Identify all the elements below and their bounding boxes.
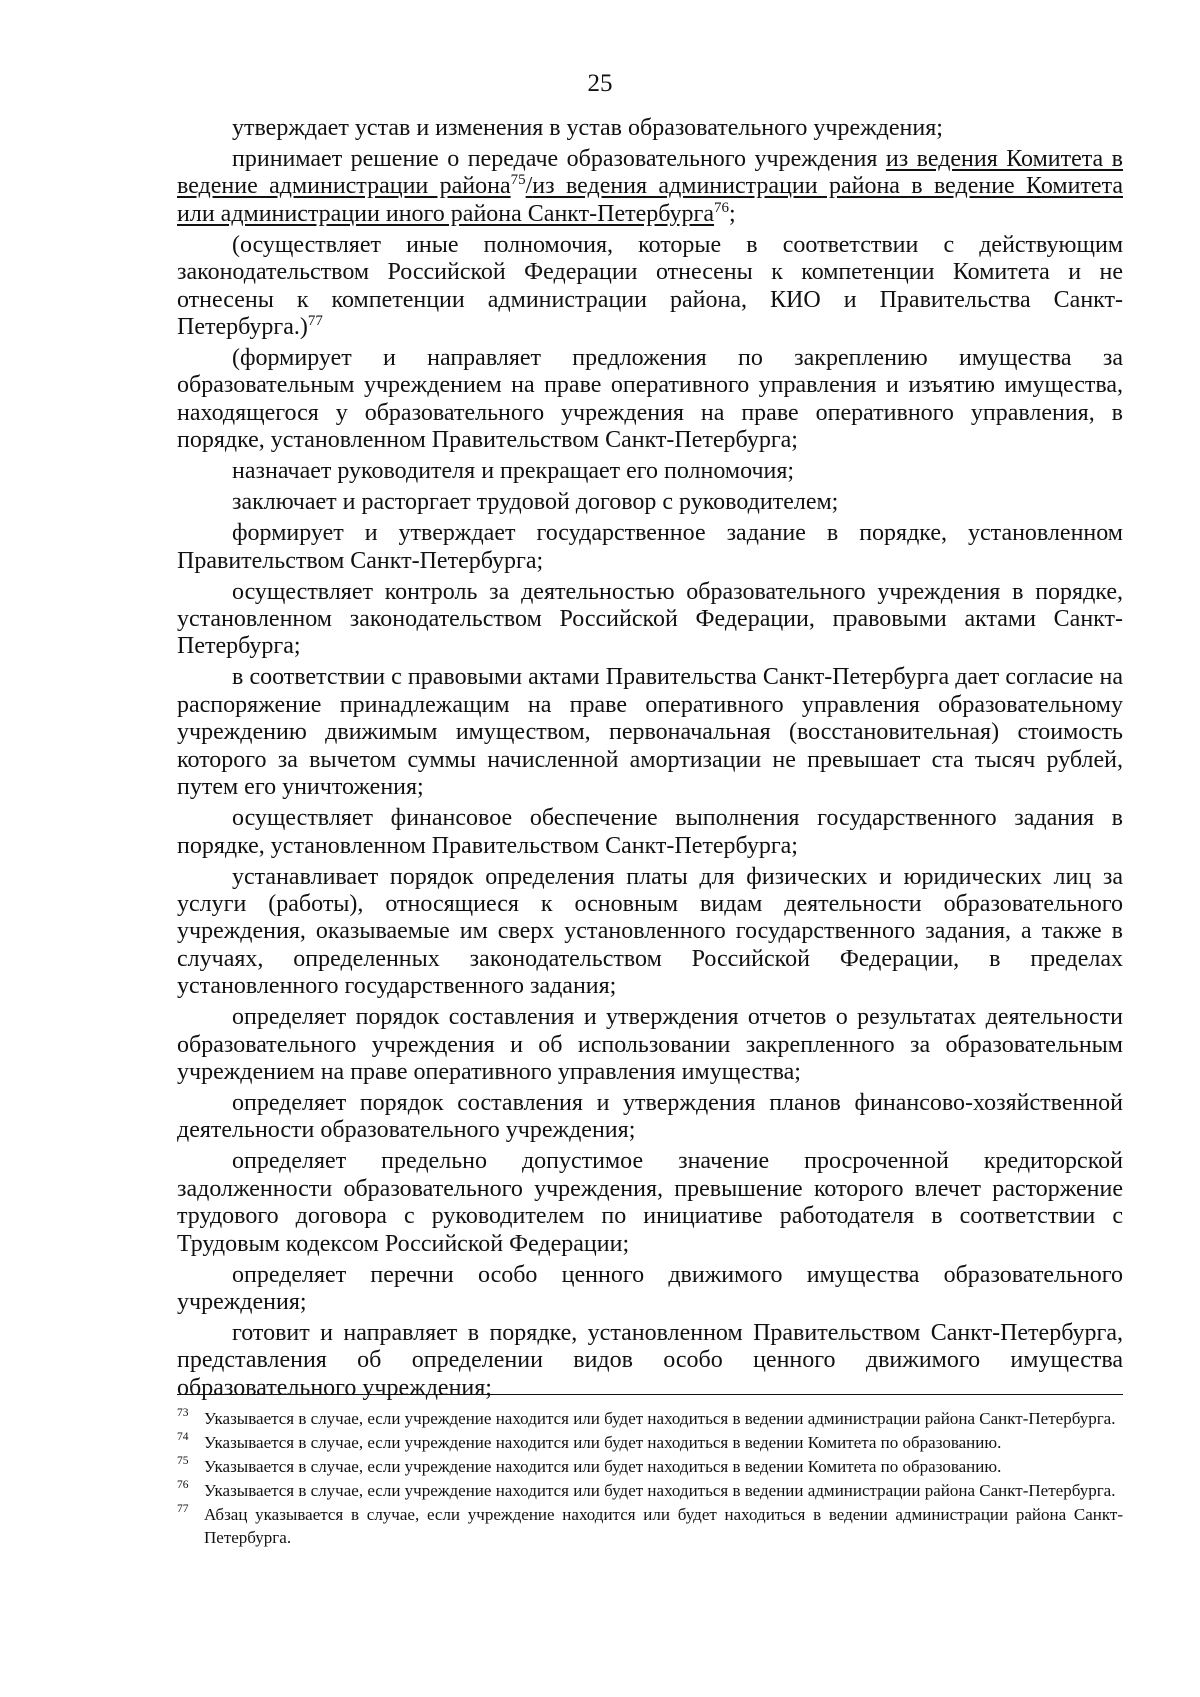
footnote-73 bbox=[177, 1408, 1123, 1431]
footnote-76 bbox=[177, 1480, 1123, 1503]
paragraph-3-text: (осуществляет иные полномочия, которые в соответствии с действующим законодательством Российской Федерации отнесены к компетенции Комитета и не отнесены к компетенции администрации района, КИО и Правительства Санкт-Петербурга.) bbox=[177, 231, 1123, 341]
paragraph-13: определяет порядок составления и утверждения планов финансово-хозяйственной деятельности образовательного учреждения; bbox=[177, 1089, 1123, 1144]
footnote-number: 76 bbox=[177, 1479, 189, 1491]
paragraph-6: заключает и расторгает трудовой договор с руководителем; bbox=[232, 489, 839, 516]
paragraph-9: в соответствии с правовыми актами Правительства Санкт-Петербурга дает согласие на распоряжение принадлежащим на праве оперативного управления образовательному учреждению движимым имуществом, первоначальная (восстановительная) стоимость которого за вычетом суммы начисленной амортизации не превышает ста тысяч рублей, путем его уничтожения; bbox=[177, 664, 1123, 801]
paragraph-15: определяет перечни особо ценного движимого имущества образовательного учреждения; bbox=[177, 1261, 1123, 1315]
footnote-text: Абзац указывается в случае, если учреждение находится или будет находиться в ведении администрации района Санкт-Петербурга. bbox=[204, 1505, 1123, 1547]
paragraph-8: осуществляет контроль за деятельностью образовательного учреждения в порядке, установленном законодательством Российской Федерации, правовыми актами Санкт-Петербурга; bbox=[177, 578, 1123, 660]
paragraph-12: определяет порядок составления и утверждения отчетов о результатах деятельности образовательного учреждения и об использовании закрепленного за образовательным учреждением на праве оперативного управления имущества; bbox=[177, 1004, 1123, 1085]
paragraph-14: определяет предельно допустимое значение просроченной кредиторской задолженности образовательного учреждения, превышение которого влечет расторжение трудового договора с руководителем по инициативе работодателя в соответствии с Трудовым кодексом Российской Федерации; bbox=[177, 1148, 1123, 1257]
footnote-74 bbox=[177, 1432, 1123, 1455]
paragraph-4: (формирует и направляет предложения по закреплению имущества за образовательным учреждением на праве оперативного управления и изъятию имущества, находящегося у образовательного учреждения на праве оперативного управления, в порядке, установленном Правительством Санкт-Петербурга; bbox=[177, 345, 1123, 454]
paragraph-2-separator: / bbox=[525, 173, 533, 200]
paragraph-5: назначает руководителя и прекращает его полномочия; bbox=[232, 458, 795, 485]
paragraph-11: устанавливает порядок определения платы для физических и юридических лиц за услуги (работы), относящиеся к основным видам деятельности образовательного учреждения, оказываемые им сверх установленного государственного задания, а также в случаях, определенных законодательством Российской Федерации, в пределах установленного государственного задания; bbox=[177, 863, 1123, 1000]
paragraph-10: осуществляет финансовое обеспечение выполнения государственного задания в порядке, установленном Правительством Санкт-Петербурга; bbox=[177, 805, 1123, 859]
footnote-number: 73 bbox=[177, 1407, 189, 1419]
footnotes bbox=[177, 1408, 1123, 1551]
footnote-text: Указывается в случае, если учреждение находится или будет находиться в ведении администрации района Санкт-Петербурга. bbox=[204, 1409, 1116, 1428]
footnote-ref-75: 75 bbox=[510, 172, 526, 189]
paragraph-2-end: ; bbox=[729, 200, 736, 227]
document-body bbox=[177, 115, 1123, 1406]
paragraph-7: формирует и утверждает государственное задание в порядке, установленном Правительством Санкт-Петербурга; bbox=[177, 520, 1123, 574]
paragraph-2-lead: принимает решение о передаче образовательного учреждения bbox=[232, 146, 886, 172]
footnote-number: 75 bbox=[177, 1455, 189, 1467]
paragraph-1: утверждает устав и изменения в устав образовательного учреждения; bbox=[232, 115, 943, 141]
footnote-ref-76: 76 bbox=[714, 199, 730, 216]
footnote-text: Указывается в случае, если учреждение находится или будет находиться в ведении администрации района Санкт-Петербурга. bbox=[204, 1481, 1116, 1500]
paragraph-3 bbox=[177, 232, 1123, 342]
footnote-divider bbox=[177, 1394, 1123, 1395]
paragraph-16: готовит и направляет в порядке, установленном Правительством Санкт-Петербурга, представления об определении видов особо ценного движимого имущества образовательного учреждения; bbox=[177, 1319, 1123, 1401]
footnote-number: 77 bbox=[177, 1503, 189, 1515]
footnote-ref-77: 77 bbox=[307, 313, 323, 330]
footnote-77 bbox=[177, 1504, 1123, 1549]
footnote-75 bbox=[177, 1456, 1123, 1479]
page-number: 25 bbox=[587, 70, 613, 97]
paragraph-2-option-2: из ведения администрации района в ведение Комитета или администрации иного района Санкт-Петербурга bbox=[177, 173, 1123, 227]
footnote-text: Указывается в случае, если учреждение находится или будет находиться в ведении Комитета по образованию. bbox=[204, 1457, 1002, 1476]
paragraph-2-option-1: из ведения Комитета в ведение администрации района bbox=[177, 146, 1124, 200]
paragraph-2 bbox=[177, 146, 1123, 228]
footnote-number: 74 bbox=[177, 1431, 189, 1443]
footnote-text: Указывается в случае, если учреждение находится или будет находиться в ведении Комитета по образованию. bbox=[204, 1433, 1002, 1452]
